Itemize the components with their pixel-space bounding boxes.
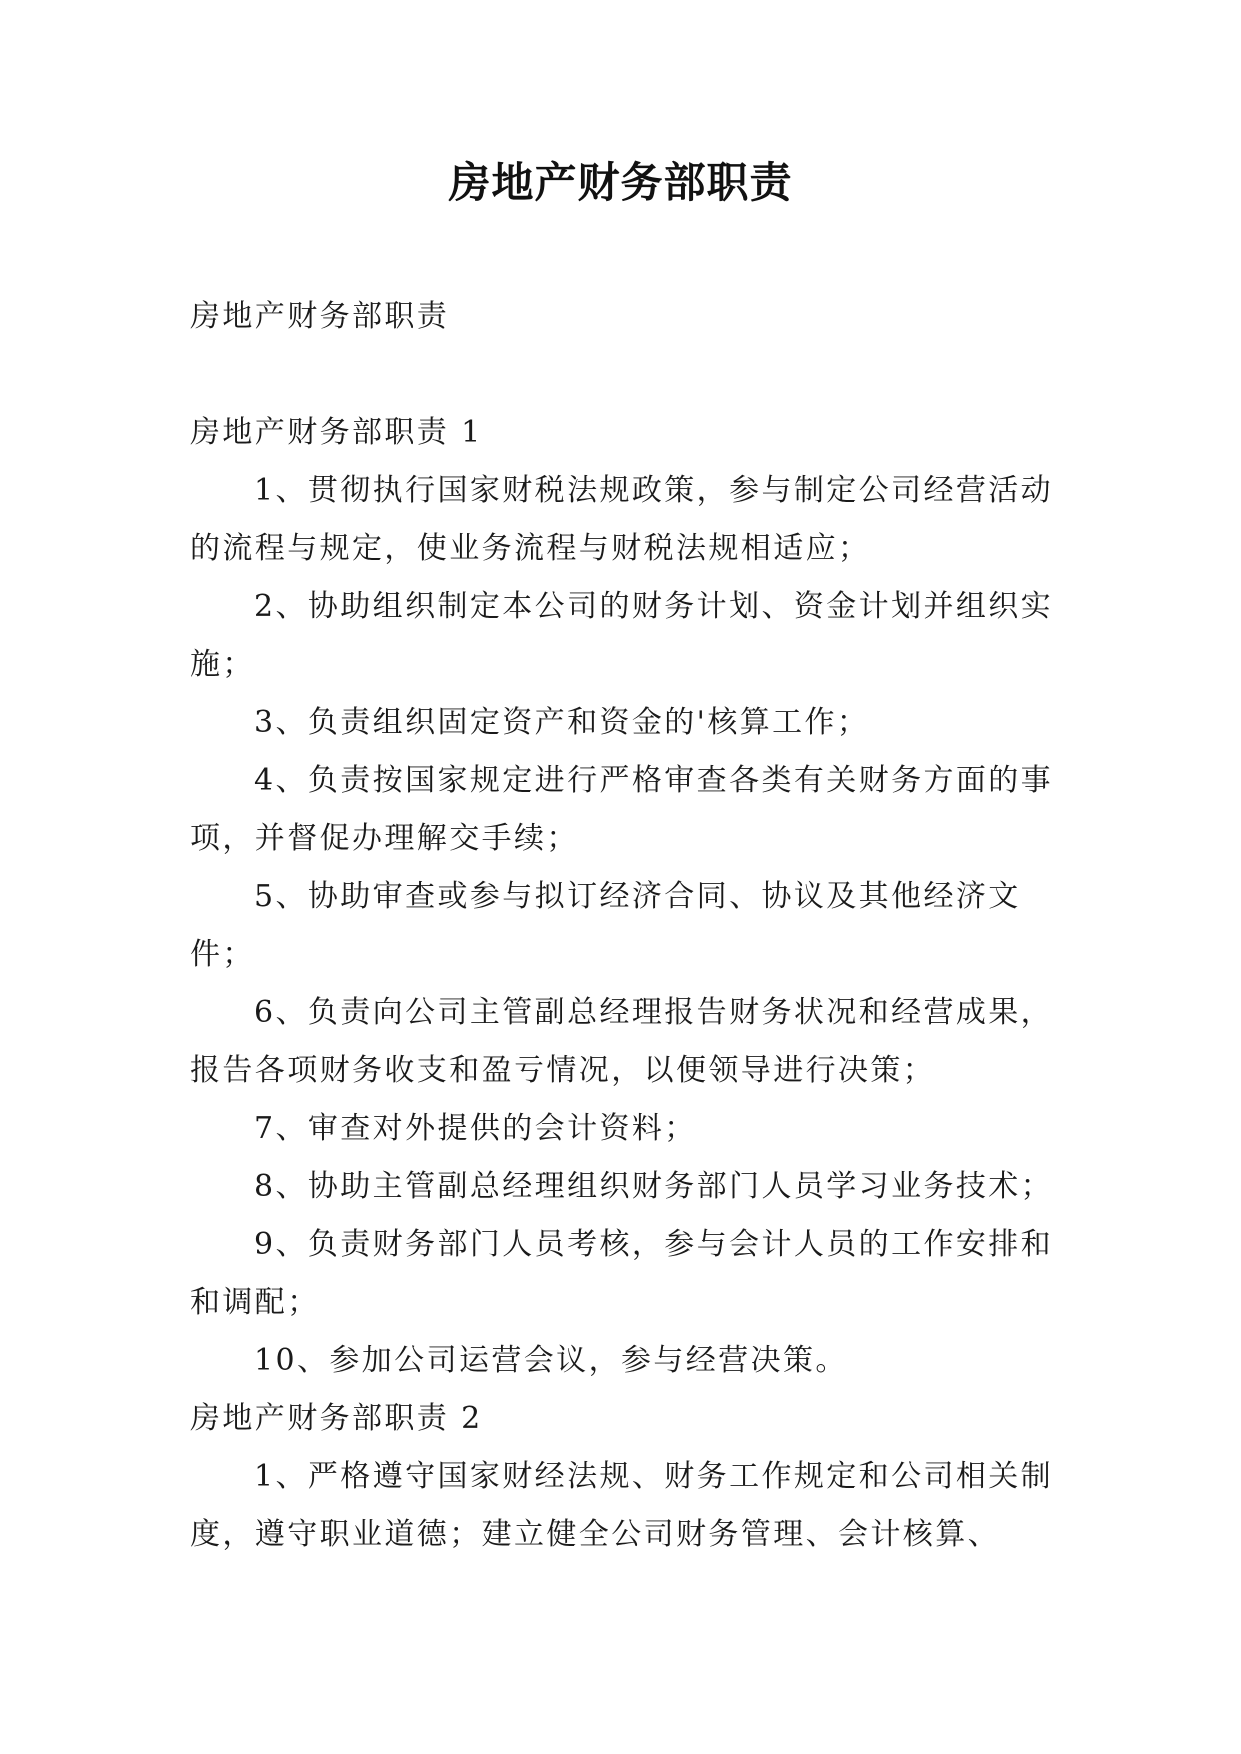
section-heading: 房地产财务部职责 1 [190,415,483,450]
document-title: 房地产财务部职责 [448,158,793,207]
section-heading: 房地产财务部职责 2 [190,1401,483,1436]
list-item: 1、严格遵守国家财经法规、财务工作规定和公司相关制度，遵守职业道德；建立健全公司财务管理、会计核算、 [190,1459,1054,1552]
list-item: 3、负责组织固定资产和资金的'核算工作； [254,705,870,740]
document-body [190,288,1060,1564]
list-item: 8、协助主管副总经理组织财务部门人员学习业务技术； [254,1169,1054,1204]
document-subtitle: 房地产财务部职责 [190,299,450,334]
list-item: 10、参加公司运营会议，参与经营决策。 [254,1343,848,1378]
list-item: 6、负责向公司主管副总经理报告财务状况和经营成果，报告各项财务收支和盈亏情况，以便领导进行决策； [190,995,1054,1088]
list-item: 7、审查对外提供的会计资料； [254,1111,697,1146]
list-item: 1、贯彻执行国家财税法规政策，参与制定公司经营活动的流程与规定，使业务流程与财税法规相适应； [190,473,1054,566]
list-item: 2、协助组织制定本公司的财务计划、资金计划并组织实施； [190,589,1054,682]
spacer [190,346,1060,404]
list-item: 9、负责财务部门人员考核，参与会计人员的工作安排和和调配； [190,1227,1054,1320]
list-item: 5、协助审查或参与拟订经济合同、协议及其他经济文件； [190,879,1021,972]
list-item: 4、负责按国家规定进行严格审查各类有关财务方面的事项，并督促办理解交手续； [190,763,1054,856]
